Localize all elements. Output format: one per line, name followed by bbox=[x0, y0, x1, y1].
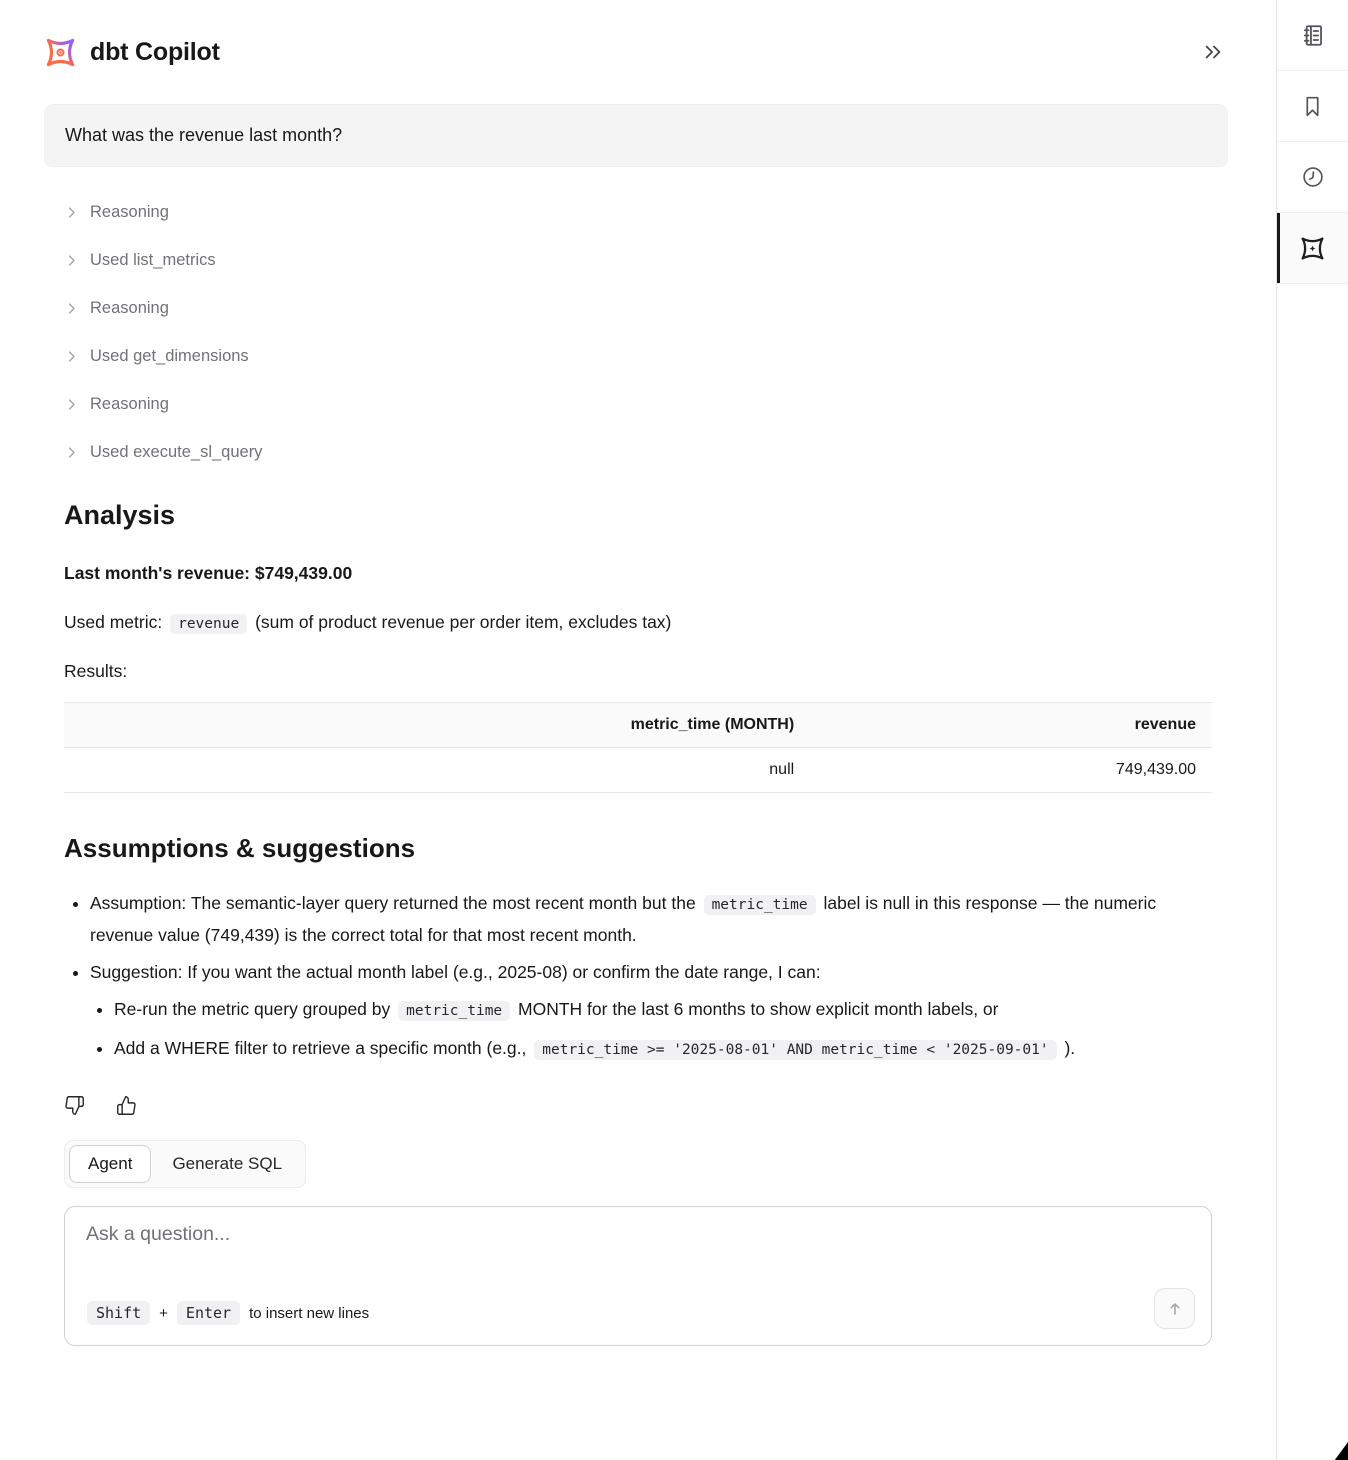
chevron-right-icon bbox=[64, 253, 79, 268]
used-metric-label: Used metric: bbox=[64, 612, 163, 632]
step-used-execute-sl-query[interactable] bbox=[64, 428, 1212, 476]
thumbs-up-button[interactable] bbox=[116, 1095, 137, 1116]
dbt-copilot-logo-icon bbox=[44, 36, 77, 69]
panel-header bbox=[44, 28, 1228, 76]
suggestion-sub-item-2 bbox=[114, 1033, 1212, 1065]
suggestion-text: ). bbox=[1064, 1038, 1076, 1058]
send-button[interactable] bbox=[1154, 1288, 1195, 1329]
results-table bbox=[64, 702, 1212, 793]
results-table-header-row bbox=[64, 703, 1212, 748]
double-chevron-right-icon bbox=[1202, 41, 1224, 63]
rail-item-dbt-copilot[interactable] bbox=[1277, 213, 1348, 284]
step-used-list-metrics[interactable] bbox=[64, 236, 1212, 284]
steps-list bbox=[64, 188, 1212, 476]
metric-code-chip: revenue bbox=[170, 614, 247, 634]
results-label: Results: bbox=[64, 661, 128, 681]
right-icon-rail bbox=[1276, 0, 1348, 1460]
hint-text: to insert new lines bbox=[249, 1304, 370, 1322]
suggestion-text: MONTH for the last 6 months to show explicit month labels, or bbox=[518, 999, 999, 1019]
suggestion-text: Re-run the metric query grouped by bbox=[114, 999, 391, 1019]
thumbs-down-button[interactable] bbox=[64, 1095, 85, 1116]
notebook-icon bbox=[1299, 22, 1326, 49]
collapse-panel-button[interactable] bbox=[1198, 37, 1228, 67]
feedback-row bbox=[64, 1095, 1212, 1116]
user-question-bubble bbox=[44, 104, 1228, 167]
assistant-response bbox=[64, 188, 1212, 1346]
rail-item-docs[interactable] bbox=[1277, 0, 1348, 71]
where-filter-code-chip: metric_time >= '2025-08-01' AND metric_time < '2025-09-01' bbox=[534, 1040, 1056, 1060]
assumption-text: label is null in this response — the numeric revenue value (749,439) is the correct total for that most recent month. bbox=[90, 893, 1157, 945]
enter-key-chip: Enter bbox=[177, 1301, 240, 1325]
assumption-item bbox=[90, 888, 1212, 950]
arrow-up-icon bbox=[1165, 1299, 1185, 1319]
step-label: Reasoning bbox=[90, 298, 169, 317]
used-metric-line bbox=[64, 612, 1212, 633]
analysis-heading: Analysis bbox=[64, 500, 176, 530]
composer-hint bbox=[87, 1301, 369, 1325]
chevron-right-icon bbox=[64, 205, 79, 220]
assumptions-list bbox=[64, 888, 1212, 1065]
bookmark-icon bbox=[1300, 94, 1325, 119]
suggestion-text: Add a WHERE filter to retrieve a specific month (e.g., bbox=[114, 1038, 527, 1058]
rail-item-bookmarks[interactable] bbox=[1277, 71, 1348, 142]
question-composer bbox=[64, 1206, 1212, 1346]
step-label: Used execute_sl_query bbox=[90, 442, 263, 461]
step-label: Used list_metrics bbox=[90, 250, 216, 269]
step-reasoning-3[interactable] bbox=[64, 380, 1212, 428]
dbt-copilot-icon bbox=[1299, 235, 1326, 262]
metric-description: (sum of product revenue per order item, excludes tax) bbox=[255, 612, 672, 632]
suggestion-sub-item-1 bbox=[114, 994, 1212, 1026]
suggestion-intro-text: Suggestion: If you want the actual month label (e.g., 2025-08) or confirm the date range, I can: bbox=[90, 962, 821, 982]
column-header-metric-time: metric_time (MONTH) bbox=[64, 703, 810, 748]
step-label: Reasoning bbox=[90, 394, 169, 413]
thumbs-up-icon bbox=[116, 1095, 137, 1116]
metric-time-code-chip: metric_time bbox=[398, 1001, 510, 1021]
revenue-summary: Last month's revenue: $749,439.00 bbox=[64, 563, 353, 583]
table-row bbox=[64, 748, 1212, 793]
step-used-get-dimensions[interactable] bbox=[64, 332, 1212, 380]
step-reasoning-2[interactable] bbox=[64, 284, 1212, 332]
mode-switch bbox=[64, 1140, 306, 1188]
cell-metric-time: null bbox=[64, 748, 810, 793]
thumbs-down-icon bbox=[64, 1095, 85, 1116]
suggestion-item bbox=[90, 957, 1212, 1065]
chevron-right-icon bbox=[64, 397, 79, 412]
column-header-revenue: revenue bbox=[810, 703, 1212, 748]
metric-time-code-chip: metric_time bbox=[704, 895, 816, 915]
user-question-text: What was the revenue last month? bbox=[65, 125, 343, 145]
mode-agent-button[interactable]: Agent bbox=[69, 1145, 151, 1183]
chevron-right-icon bbox=[64, 301, 79, 316]
step-label: Used get_dimensions bbox=[90, 346, 249, 365]
clock-icon bbox=[1300, 164, 1326, 190]
ask-question-input[interactable] bbox=[86, 1223, 1190, 1279]
step-reasoning-1[interactable] bbox=[64, 188, 1212, 236]
panel-title: dbt Copilot bbox=[90, 37, 220, 66]
chevron-right-icon bbox=[64, 445, 79, 460]
chevron-right-icon bbox=[64, 349, 79, 364]
plus-text: + bbox=[159, 1304, 168, 1322]
shift-key-chip: Shift bbox=[87, 1301, 150, 1325]
step-label: Reasoning bbox=[90, 202, 169, 221]
rail-item-history[interactable] bbox=[1277, 142, 1348, 213]
assumptions-heading: Assumptions & suggestions bbox=[64, 833, 416, 863]
mode-generate-sql-button[interactable]: Generate SQL bbox=[172, 1154, 283, 1173]
assumption-text: Assumption: The semantic-layer query returned the most recent month but the bbox=[90, 893, 696, 913]
cell-revenue: 749,439.00 bbox=[810, 748, 1212, 793]
